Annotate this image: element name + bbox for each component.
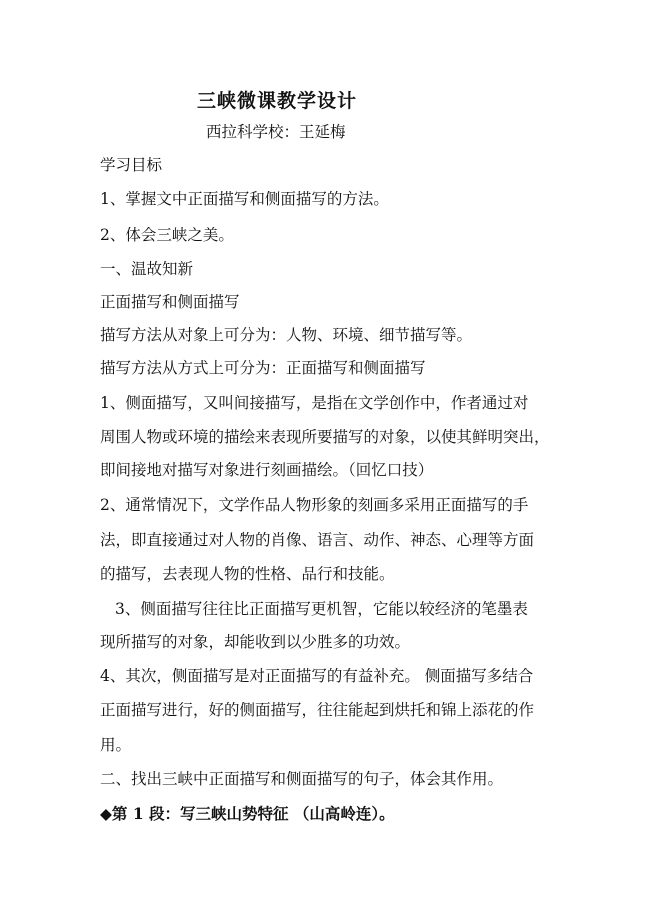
paragraph-line: 法，即直接通过对人物的肖像、语言、动作、神态、心理等方面 [100, 531, 535, 549]
paragraph-line: 周围人物或环境的描绘来表现所要描写的对象，以使其鲜明突出， [100, 428, 550, 446]
goal-item: 1、掌握文中正面描写和侧面描写的方法。 [100, 190, 389, 208]
paragraph-line: 4、其次，侧面描写是对正面描写的有益补充。 侧面描写多结合 [100, 667, 534, 685]
section-heading-learning-goals: 学习目标 [100, 156, 163, 174]
paragraph-line: 即间接地对描写对象进行刻画描绘。（回忆口技） [100, 461, 434, 479]
paragraph-line: 的描写，去表现人物的性格、品行和技能。 [100, 565, 395, 583]
paragraph-line: 现所描写的对象，却能收到以少胜多的功效。 [100, 633, 411, 651]
paragraph-line: 描写方法从方式上可分为：正面描写和侧面描写 [100, 359, 426, 377]
paragraph-line: 正面描写进行，好的侧面描写，往往能起到烘托和锦上添花的作 [100, 701, 535, 719]
paragraph-line: 用。 [100, 736, 132, 754]
paragraph-line: 1、侧面描写，又叫间接描写，是指在文学创作中，作者通过对 [100, 394, 529, 412]
bold-subheading: ◆第 1 段：写三峡山势特征 （山高岭连）。 [100, 804, 395, 823]
paragraph-line: 描写方法从对象上可分为：人物、环境、细节描写等。 [100, 326, 473, 344]
paragraph-line: 3、侧面描写往往比正面描写更机智，它能以较经济的笔墨表 [115, 600, 528, 618]
goal-item: 2、体会三峡之美。 [100, 226, 234, 244]
paragraph-line: 正面描写和侧面描写 [100, 293, 240, 311]
section-heading: 一、温故知新 [100, 260, 194, 278]
section-heading: 二、找出三峡中正面描写和侧面描写的句子，体会其作用。 [100, 770, 504, 788]
paragraph-line: 2、通常情况下，文学作品人物形象的刻画多采用正面描写的手 [100, 496, 529, 514]
document-author: 西拉科学校：王延梅 [206, 123, 346, 141]
document-title: 三峡微课教学设计 [197, 90, 358, 112]
